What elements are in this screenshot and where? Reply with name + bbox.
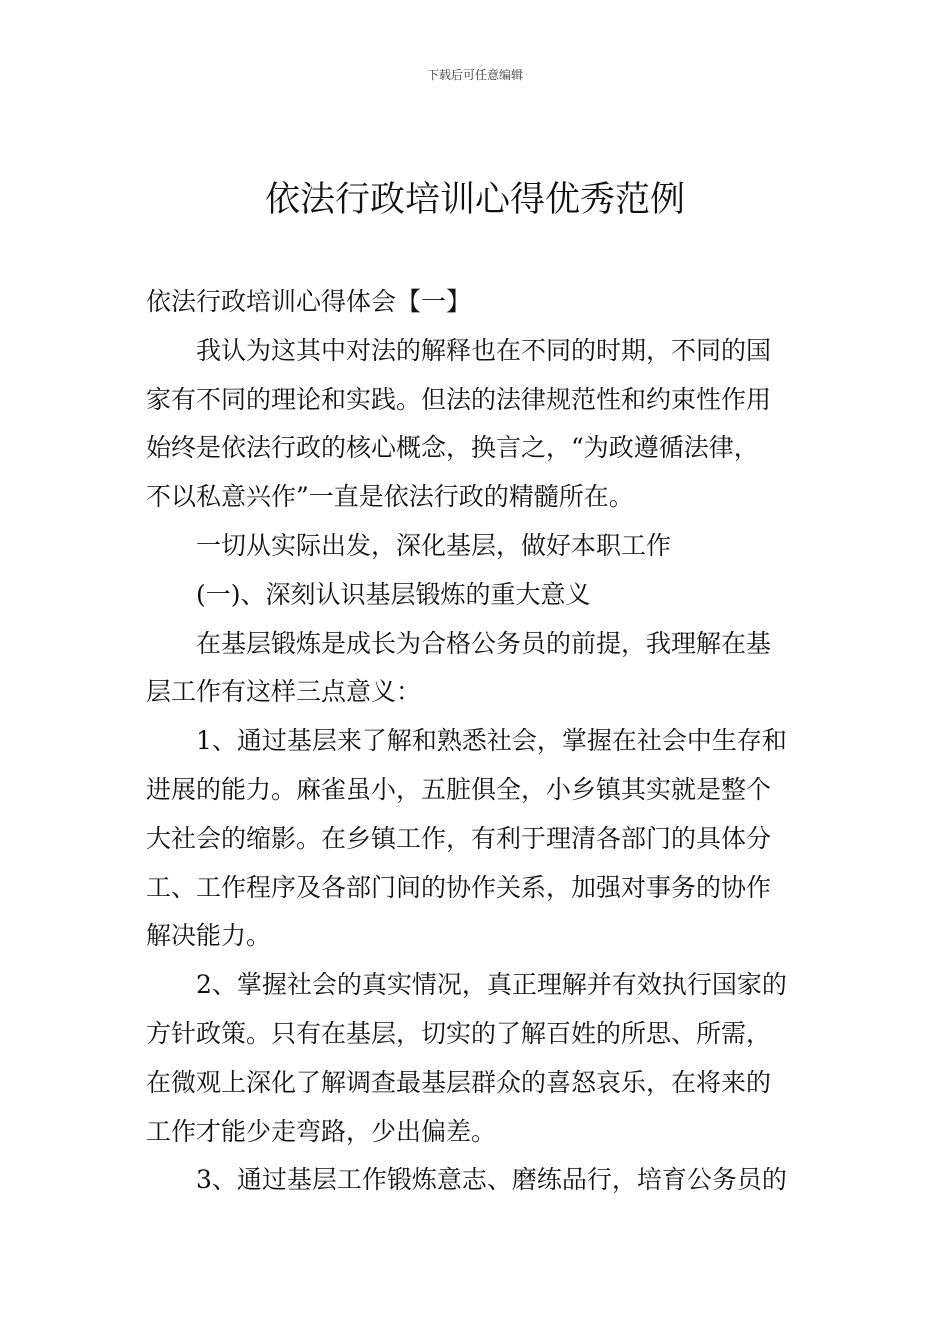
section-subheading: 依法行政培训心得体会【一】 xyxy=(146,287,472,316)
text-line: 工作才能少走弯路，少出偏差。 xyxy=(146,1116,497,1146)
text-line: 不以私意兴作”一直是依法行政的精髓所在。 xyxy=(146,482,634,512)
text-line: 层工作有这样三点意义： xyxy=(146,677,422,707)
paragraph-lines xyxy=(146,327,806,1205)
text-line: 1、通过基层来了解和熟悉社会，掌握在社会中生存和 xyxy=(196,726,787,756)
text-line: (一)、深刻认识基层锻炼的重大意义 xyxy=(196,579,591,609)
text-line: 一切从实际出发，深化基层，做好本职工作 xyxy=(196,530,672,560)
text-line: 工、工作程序及各部门间的协作关系，加强对事务的协作 xyxy=(146,872,772,902)
text-line: 在微观上深化了解调查最基层群众的喜怒哀乐，在将来的 xyxy=(146,1067,772,1097)
text-line: 进展的能力。麻雀虽小，五脏俱全，小乡镇其实就是整个 xyxy=(146,774,772,804)
text-line: 始终是依法行政的核心概念，换言之，“为政遵循法律， xyxy=(146,433,759,463)
text-line: 在基层锻炼是成长为合格公务员的前提，我理解在基 xyxy=(196,628,772,658)
text-line: 家有不同的理论和实践。但法的法律规范性和约束性作用 xyxy=(146,384,772,414)
header-note: 下载后可任意编辑 xyxy=(426,68,523,82)
text-line: 方针政策。只有在基层，切实的了解百姓的所思、所需， xyxy=(146,1018,772,1048)
document-body xyxy=(146,278,806,1205)
text-line: 2、掌握社会的真实情况，真正理解并有效执行国家的 xyxy=(196,970,787,1000)
text-line: 大社会的缩影。在乡镇工作，有利于理清各部门的具体分 xyxy=(146,823,772,853)
document-title: 依法行政培训心得优秀范例 xyxy=(264,180,685,220)
text-line: 我认为这其中对法的解释也在不同的时期，不同的国 xyxy=(196,335,772,365)
text-line: 3、通过基层工作锻炼意志、磨练品行，培育公务员的 xyxy=(196,1165,787,1195)
text-line: 解决能力。 xyxy=(146,921,272,951)
